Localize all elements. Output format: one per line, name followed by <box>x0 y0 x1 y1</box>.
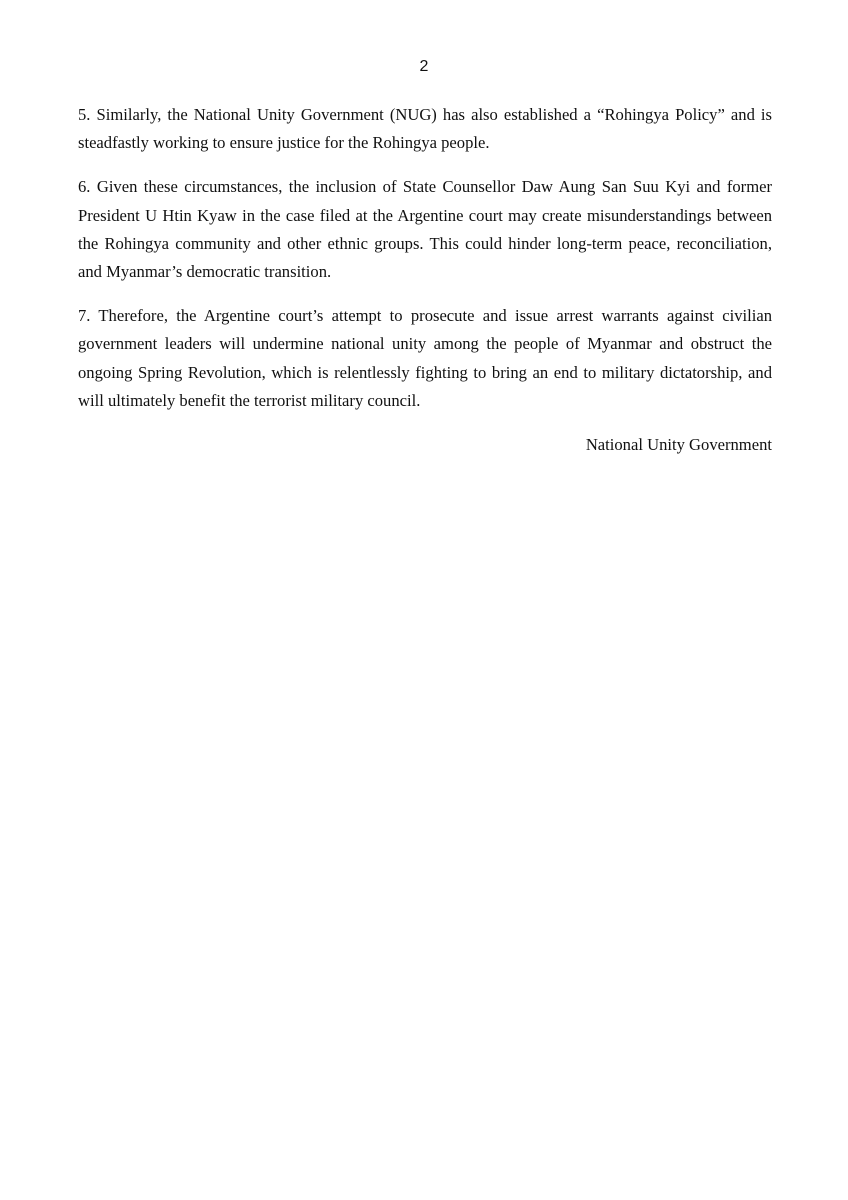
paragraph-6: 6. Given these circumstances, the inclusion of State Counsellor Daw Aung San Suu Kyi and former President U Htin Kyaw in the case filed at the Argentine court may create misunderstandings between the Rohingya community and other ethnic groups. This could hinder long-term peace, reconciliation, and Myanmar’s democratic transition. <box>78 177 772 282</box>
paragraph-5: 5. Similarly, the National Unity Government (NUG) has also established a “Rohingya Policy” and is steadfastly working to ensure justice for the Rohingya people. <box>78 105 772 153</box>
paragraph-7: 7. Therefore, the Argentine court’s attempt to prosecute and issue arrest warrants against civilian government leaders will undermine national unity among the people of Myanmar and obstruct the ongoing Spring Revolution, which is relentlessly fighting to bring an end to military dictatorship, and will ultimately benefit the terrorist military council. <box>78 306 772 410</box>
document-body <box>78 101 772 459</box>
signature: National Unity Government <box>585 435 772 455</box>
page-number: 2 <box>419 58 429 75</box>
